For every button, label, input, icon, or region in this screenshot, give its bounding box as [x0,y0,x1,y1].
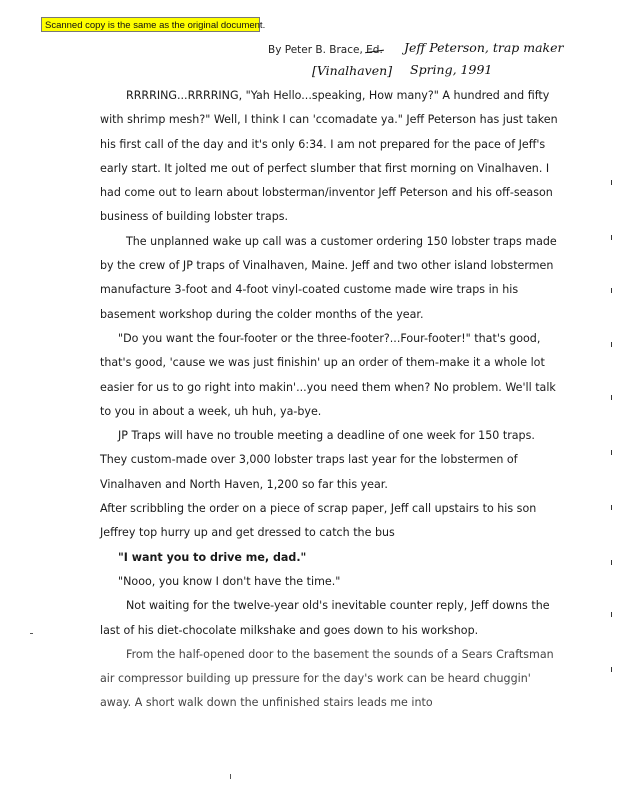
paragraph-no-time: "Nooo, you know I don't have the time." [118,574,341,588]
paragraph-phone-quote: "Do you want the four-footer or the three-footer?...Four-footer!" that's good, that's good, 'cause we was just finishin' up an order of them-make it a whole lot easier for us to go right into makin'...you need them when? No problem. We'll talk to you in about a week, uh huh, ya-bye. [100,331,556,418]
scan-mark [611,612,612,617]
scan-speck [230,774,231,779]
handwritten-subject-note: Jeff Peterson, trap maker [404,40,564,55]
scan-mark [611,505,612,510]
byline-author: By Peter B. Brace, [268,44,363,56]
scan-mark [611,180,612,185]
scan-verification-stamp: Scanned copy is the same as the original document. [41,17,260,32]
byline-struck-text: Ed. [366,44,383,56]
scan-mark [611,450,612,455]
scan-mark [611,288,612,293]
scan-mark [611,667,612,672]
scan-mark [611,560,612,565]
paragraph-basement: From the half-opened door to the basement the sounds of a Sears Craftsman air compressor building up pressure for the day's work can be heard chuggin' away. A short walk down the unfinished stairs leads me into [100,647,554,710]
byline [268,44,383,56]
paragraph-drive-request: "I want you to drive me, dad." [118,550,307,564]
scan-mark [611,342,612,347]
paragraph-scribbling-order: After scribbling the order on a piece of scrap paper, Jeff call upstairs to his son Jeffrey top hurry up and get dressed to catch the bus [100,502,537,540]
paragraph-wake-up-call: The unplanned wake up call was a customer ordering 150 lobster traps made by the crew of JP traps of Vinalhaven, Maine. Jeff and two other island lobstermen manufacture 3-foot and 4-foot vinyl-coated custome made wire traps in his basement workshop during the colder months of the year. [100,234,557,321]
handwritten-date-note: Spring, 1991 [410,62,493,77]
scan-mark [611,235,612,240]
scan-speck [30,633,33,634]
paragraph-workshop: Not waiting for the twelve-year old's inevitable counter reply, Jeff downs the last of his diet-chocolate milkshake and goes down to his workshop. [100,599,550,637]
handwritten-location-note: [Vinalhaven] [312,63,393,78]
article-body [100,84,560,716]
paragraph-opening-call: RRRRING...RRRRING, "Yah Hello...speaking, How many?" A hundred and fifty with shrimp mesh?" Well, I think I can 'ccomadate ya." Jeff Peterson has just taken his first call of the day and it's only 6:34. I am not prepared for the pace of Jeff's early start. It jolted me out of perfect slumber that first morning on Vinalhaven. I had come out to learn about lobsterman/inventor Jeff Peterson and his off-season business of building lobster traps. [100,89,558,224]
paragraph-jp-traps: JP Traps will have no trouble meeting a deadline of one week for 150 traps. They custom-made over 3,000 lobster traps last year for the lobstermen of Vinalhaven and North Haven, 1,200 so far this year. [100,429,535,491]
scan-mark [611,395,612,400]
